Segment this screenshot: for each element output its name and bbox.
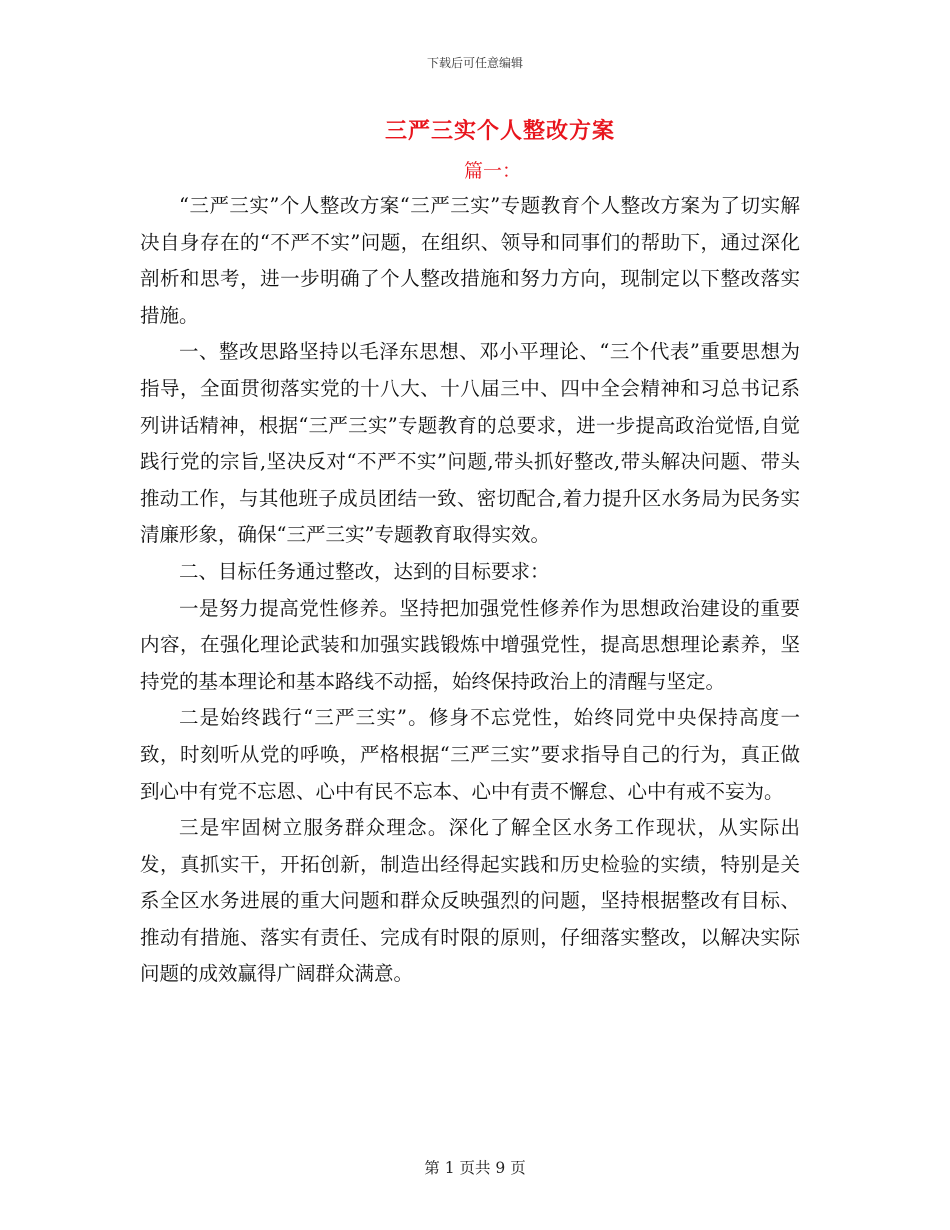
document-title: 三严三实个人整改方案 <box>384 118 615 144</box>
paragraph-goal-three: 三是牢固树立服务群众理念。深化了解全区水务工作现状，从实际出发，真抓实干，开拓创新，制造出经得起实践和历史检验的实绩，特别是关系全区水务进展的重大问题和群众反映强烈的问题，坚持根据整改有目标、推动有措施、落实有责任、完成有时限的原则，仔细落实整改，以解决实际问题的成效赢得广阔群众满意。 <box>140 816 800 986</box>
section-label: 篇一： <box>463 160 521 182</box>
page-number: 第 1 页共 9 页 <box>424 1159 526 1177</box>
paragraph-approach: 一、整改思路坚持以毛泽东思想、邓小平理论、“三个代表”重要思想为指导，全面贯彻落实党的十八大、十八届三中、四中全会精神和习总书记系列讲话精神，根据“三严三实”专题教育的总要求，进一步提高政治觉悟,自觉践行党的宗旨,坚决反对“不严不实”问题,带头抓好整改,带头解决问题、带头推动工作，与其他班子成员团结一致、密切配合,着力提升区水务局为民务实清廉形象，确保“三严三实”专题教育取得实效。 <box>140 340 800 547</box>
paragraph-goal-two: 二是始终践行“三严三实”。修身不忘党性，始终同党中央保持高度一致，时刻听从党的呼唤，严格根据“三严三实”要求指导自己的行为，真正做到心中有党不忘恩、心中有民不忘本、心中有责不懈怠、心中有戒不妄为。 <box>140 706 800 803</box>
paragraph-goal-one: 一是努力提高党性修养。坚持把加强党性修养作为思想政治建设的重要内容，在强化理论武装和加强实践锻炼中增强党性，提高思想理论素养，坚持党的基本理论和基本路线不动摇，始终保持政治上的清醒与坚定。 <box>140 596 800 693</box>
paragraph-goals-heading: 二、目标任务通过整改，达到的目标要求： <box>179 559 550 583</box>
document-body <box>140 188 800 993</box>
header-note: 下载后可任意编辑 <box>426 56 523 70</box>
paragraph-intro: “三严三实”个人整改方案“三严三实”专题教育个人整改方案为了切实解决自身存在的“不严不实”问题，在组织、领导和同事们的帮助下，通过深化剖析和思考，进一步明确了个人整改措施和努力方向，现制定以下整改落实措施。 <box>140 194 800 327</box>
